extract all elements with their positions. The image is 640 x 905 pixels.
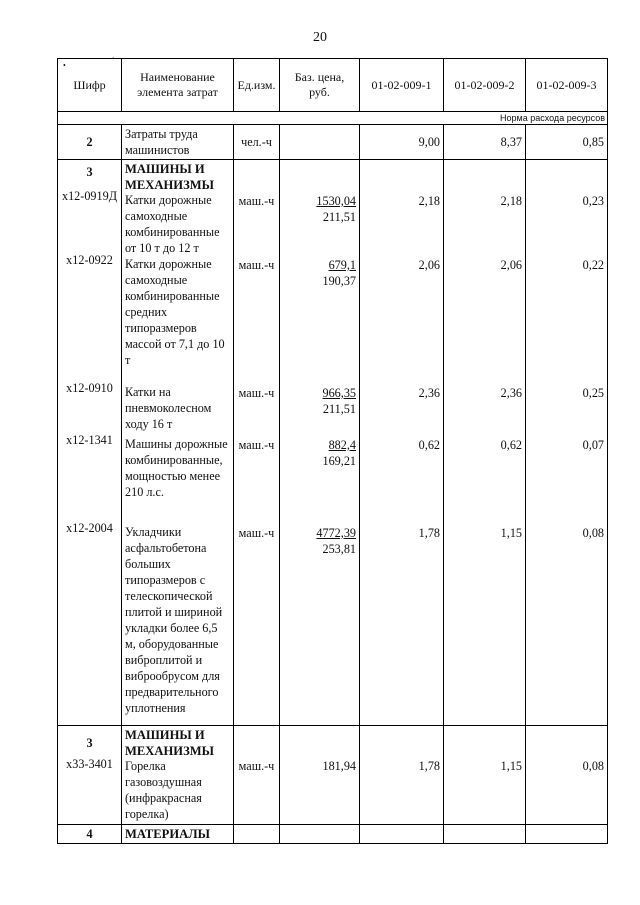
scan-mark: `	[112, 56, 115, 65]
item-v3: 0,08	[582, 759, 604, 773]
item-code: х12-0922	[66, 253, 113, 267]
item-v2: 2,06	[500, 258, 522, 272]
item-code: х33-3401	[66, 757, 113, 771]
units-cell	[234, 726, 280, 825]
section-block	[58, 726, 608, 825]
item-v1: 2,06	[418, 258, 440, 272]
item-code: х12-2004	[66, 521, 113, 535]
item-unit: маш.-ч	[238, 194, 275, 208]
v3-cell	[526, 160, 608, 726]
prices-cell	[280, 726, 360, 825]
col-header-v2: 01-02-009-2	[444, 59, 526, 112]
col-header-name: Наименование элемента затрат	[122, 59, 234, 112]
item-v3: 0,22	[582, 258, 604, 272]
scan-mark: •	[63, 61, 66, 70]
item-price: 1530,04 211,51	[316, 194, 356, 224]
item-price: 882,4 169,21	[322, 438, 356, 468]
header-row	[58, 59, 608, 112]
col-header-v3: 01-02-009-3	[526, 59, 608, 112]
item-name: Горелка газовоздушная (инфракрасная горелка)	[125, 759, 202, 821]
item-code: х12-0910	[66, 381, 113, 395]
units-cell	[234, 160, 280, 726]
codes-cell	[58, 726, 122, 825]
row-price	[280, 125, 360, 160]
table-row	[58, 125, 608, 160]
item-unit: маш.-ч	[238, 526, 275, 540]
item-v3: 0,07	[582, 438, 604, 452]
col-header-price: Баз. цена, руб.	[280, 59, 360, 112]
item-price: 966,35 211,51	[322, 386, 356, 416]
item-v3: 0,23	[582, 194, 604, 208]
row-name: Затраты труда машинистов	[122, 125, 234, 160]
col-header-v1: 01-02-009-1	[360, 59, 444, 112]
v1-cell	[360, 726, 444, 825]
norm-header: Норма расхода ресурсов	[58, 112, 608, 125]
item-v3: 0,25	[582, 386, 604, 400]
v1-cell	[360, 160, 444, 726]
item-v2: 1,15	[500, 526, 522, 540]
names-cell	[122, 726, 234, 825]
item-name: Укладчики асфальтобетона больших типоразмеров с телескопической плитой и шириной укладки более 6,5 м, оборудованные виброплитой и виброобрусом для предварительного уплотнения	[125, 525, 223, 715]
v2-cell	[444, 160, 526, 726]
item-v1: 1,78	[418, 759, 440, 773]
item-name: Катки дорожные самоходные комбинированные средних типоразмеров массой от 7,1 до 10 т	[125, 257, 225, 367]
item-v2: 2,36	[500, 386, 522, 400]
item-code: х12-1341	[66, 433, 113, 447]
item-v1: 0,62	[418, 438, 440, 452]
page-number: 20	[313, 30, 327, 45]
section-code: 3	[86, 736, 93, 750]
norm-header-row	[58, 112, 608, 125]
section-block	[58, 160, 608, 726]
item-v2: 0,62	[500, 438, 522, 452]
item-v2: 1,15	[500, 759, 522, 773]
row-v2: 8,37	[444, 125, 526, 160]
section-title: МАТЕРИАЛЫ	[122, 825, 234, 844]
item-unit: маш.-ч	[238, 386, 275, 400]
section-title: МАШИНЫ И МЕХАНИЗМЫ	[125, 728, 214, 758]
row-code: 2	[58, 125, 122, 160]
item-name: Катки дорожные самоходные комбинированные от 10 т до 12 т	[125, 193, 220, 255]
col-header-code: Шифр	[58, 59, 122, 112]
item-v3: 0,08	[582, 526, 604, 540]
item-name: Машины дорожные комбинированные, мощностью менее 210 л.с.	[125, 437, 228, 499]
table-row	[58, 825, 608, 844]
item-price: 4772,39 253,81	[316, 526, 356, 556]
item-v2: 2,18	[500, 194, 522, 208]
v3-cell	[526, 726, 608, 825]
v2-cell	[444, 726, 526, 825]
item-price: 679,1 190,37	[322, 258, 356, 288]
item-name: Катки на пневмоколесном ходу 16 т	[125, 385, 212, 431]
prices-cell	[280, 160, 360, 726]
section-title: МАШИНЫ И МЕХАНИЗМЫ	[125, 162, 214, 192]
item-v1: 2,36	[418, 386, 440, 400]
item-unit: маш.-ч	[238, 438, 275, 452]
item-unit: маш.-ч	[238, 759, 275, 773]
item-v1: 2,18	[418, 194, 440, 208]
item-unit: маш.-ч	[238, 258, 275, 272]
row-v1: 9,00	[360, 125, 444, 160]
row-v3: 0,85	[526, 125, 608, 160]
section-code: 4	[58, 825, 122, 844]
item-v1: 1,78	[418, 526, 440, 540]
names-cell	[122, 160, 234, 726]
resource-table	[57, 58, 608, 844]
col-header-unit: Ед.изм.	[234, 59, 280, 112]
codes-cell	[58, 160, 122, 726]
section-code: 3	[86, 165, 93, 179]
row-unit: чел.-ч	[234, 125, 280, 160]
item-code: х12-0919Д	[61, 189, 118, 203]
item-price: 181,94	[322, 759, 356, 773]
